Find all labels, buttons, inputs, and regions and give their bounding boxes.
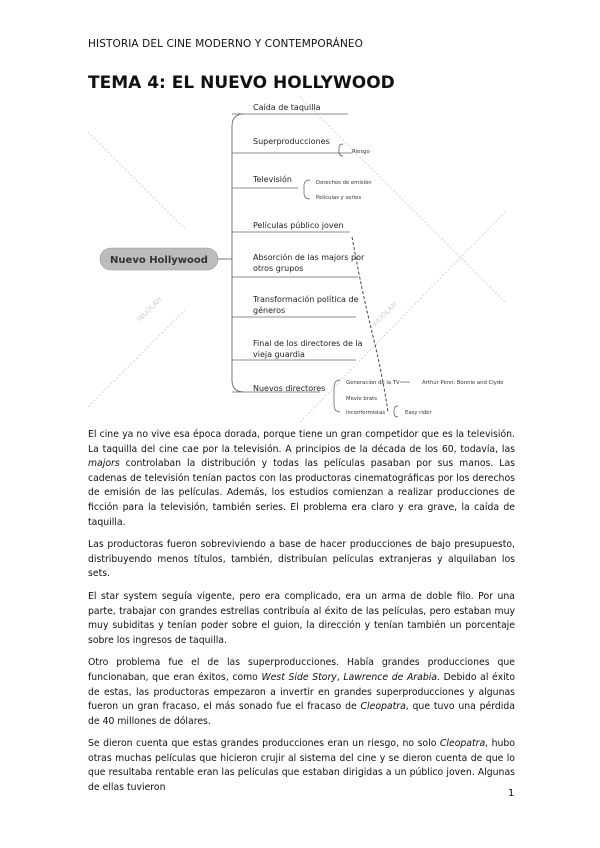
branch-final-directores-line1: Final de los directores de la xyxy=(253,339,363,348)
paragraph-4: Otro problema fue el de las superproducciones. Había grandes producciones que funcionaban, que eran éxitos, como West Side Story, Lawrence de Arabia. Debido al éxito de estas, las productoras empezaron a invertir en grandes superproducciones y algunas fueron un gran fracaso, el más sonado fue el fracaso de Cleopatra, que tuvo una pérdida de 40 millones de dólares. xyxy=(88,657,516,727)
page-number: 1 xyxy=(508,788,515,799)
paragraph-3: El star system seguía vigente, pero era complicado, era un arma de doble filo. Por una parte, trabajar con grandes estrellas contribuía al éxito de las películas, pero estaban muy muy subiditas y tenían poder sobre el guion, la dirección y tenían también un porcentaje sobre los ingresos de taquilla. xyxy=(88,590,515,646)
branch-television: Televisión xyxy=(253,175,292,184)
sub-movie-brats: Movie brats xyxy=(346,396,377,402)
branch-superproducciones: Superproducciones xyxy=(253,137,330,146)
paragraph-1: El cine ya no vive esa época dorada, porque tiene un gran competidor que es la televisión. La taquilla del cine cae por la televisión. A principios de la década de los 60, todavía, las majors controlaban la distribución y todas las películas pasaban por sus manos. Las cadenas de televisión tenían pactos con las productoras cinematográficas por los derechos de emisión de las películas. Además, los estudios comienzan a realizar producciones de ficción para la televisión, también series. El problema era claro y era grave, la caída de taquilla. xyxy=(88,429,515,528)
main-brace xyxy=(232,114,244,392)
sub-peliculas-series: Películas y series xyxy=(316,195,362,201)
branch-absorcion-majors-line2: otros grupos xyxy=(253,264,304,273)
branch-transformacion-line2: géneros xyxy=(253,306,286,315)
sub-derechos-emision: Derechos de emisión xyxy=(316,180,372,186)
running-header: HISTORIA DEL CINE MODERNO Y CONTEMPORÁNEO xyxy=(88,38,364,50)
page-title: TEMA 4: EL NUEVO HOLLYWOOD xyxy=(88,73,395,93)
body-text xyxy=(88,428,515,804)
sub-inconformistas: Inconformistas xyxy=(346,410,386,416)
leaf-arthur-penn: Arthur Penn: Bonnie and Clyde xyxy=(422,380,504,386)
paragraph-2: Las productoras fueron sobreviviendo a base de hacer producciones de bajo presupuesto, distribuyendo menos títulos, también, distribuían películas extranjeras y alquilaban los sets. xyxy=(88,539,515,580)
sub-generacion-tv: Generación de la TV xyxy=(346,380,400,386)
svg-text:WUOLAH: WUOLAH xyxy=(135,295,164,324)
svg-text:WUOLAH: WUOLAH xyxy=(370,300,399,329)
branch-transformacion-line1: Transformación política de xyxy=(253,295,359,304)
paragraph-5: Se dieron cuenta que estas grandes producciones eran un riesgo, no solo Cleopatra, hubo otras muchas películas que hicieron crujir al sistema del cine y se dieron cuenta de que lo que resultaba rentable eran las películas que estaban dirigidas a un público joven. Algunas de ellas tuvieron xyxy=(88,738,515,794)
central-node-label: Nuevo Hollywood xyxy=(110,255,208,266)
leaf-easy-rider: Easy rider xyxy=(405,410,432,416)
branch-peliculas-publico-joven: Películas público joven xyxy=(253,221,344,230)
branch-caida-taquilla: Caída de taquilla xyxy=(253,103,321,112)
branch-absorcion-majors-line1: Absorción de las majors por xyxy=(253,253,365,262)
branch-final-directores-line2: vieja guardia xyxy=(253,350,305,359)
mind-map-diagram xyxy=(0,92,600,428)
sub-riesgo: Riesgo xyxy=(352,149,370,155)
branch-nuevos-directores: Nuevos directores xyxy=(253,384,326,393)
